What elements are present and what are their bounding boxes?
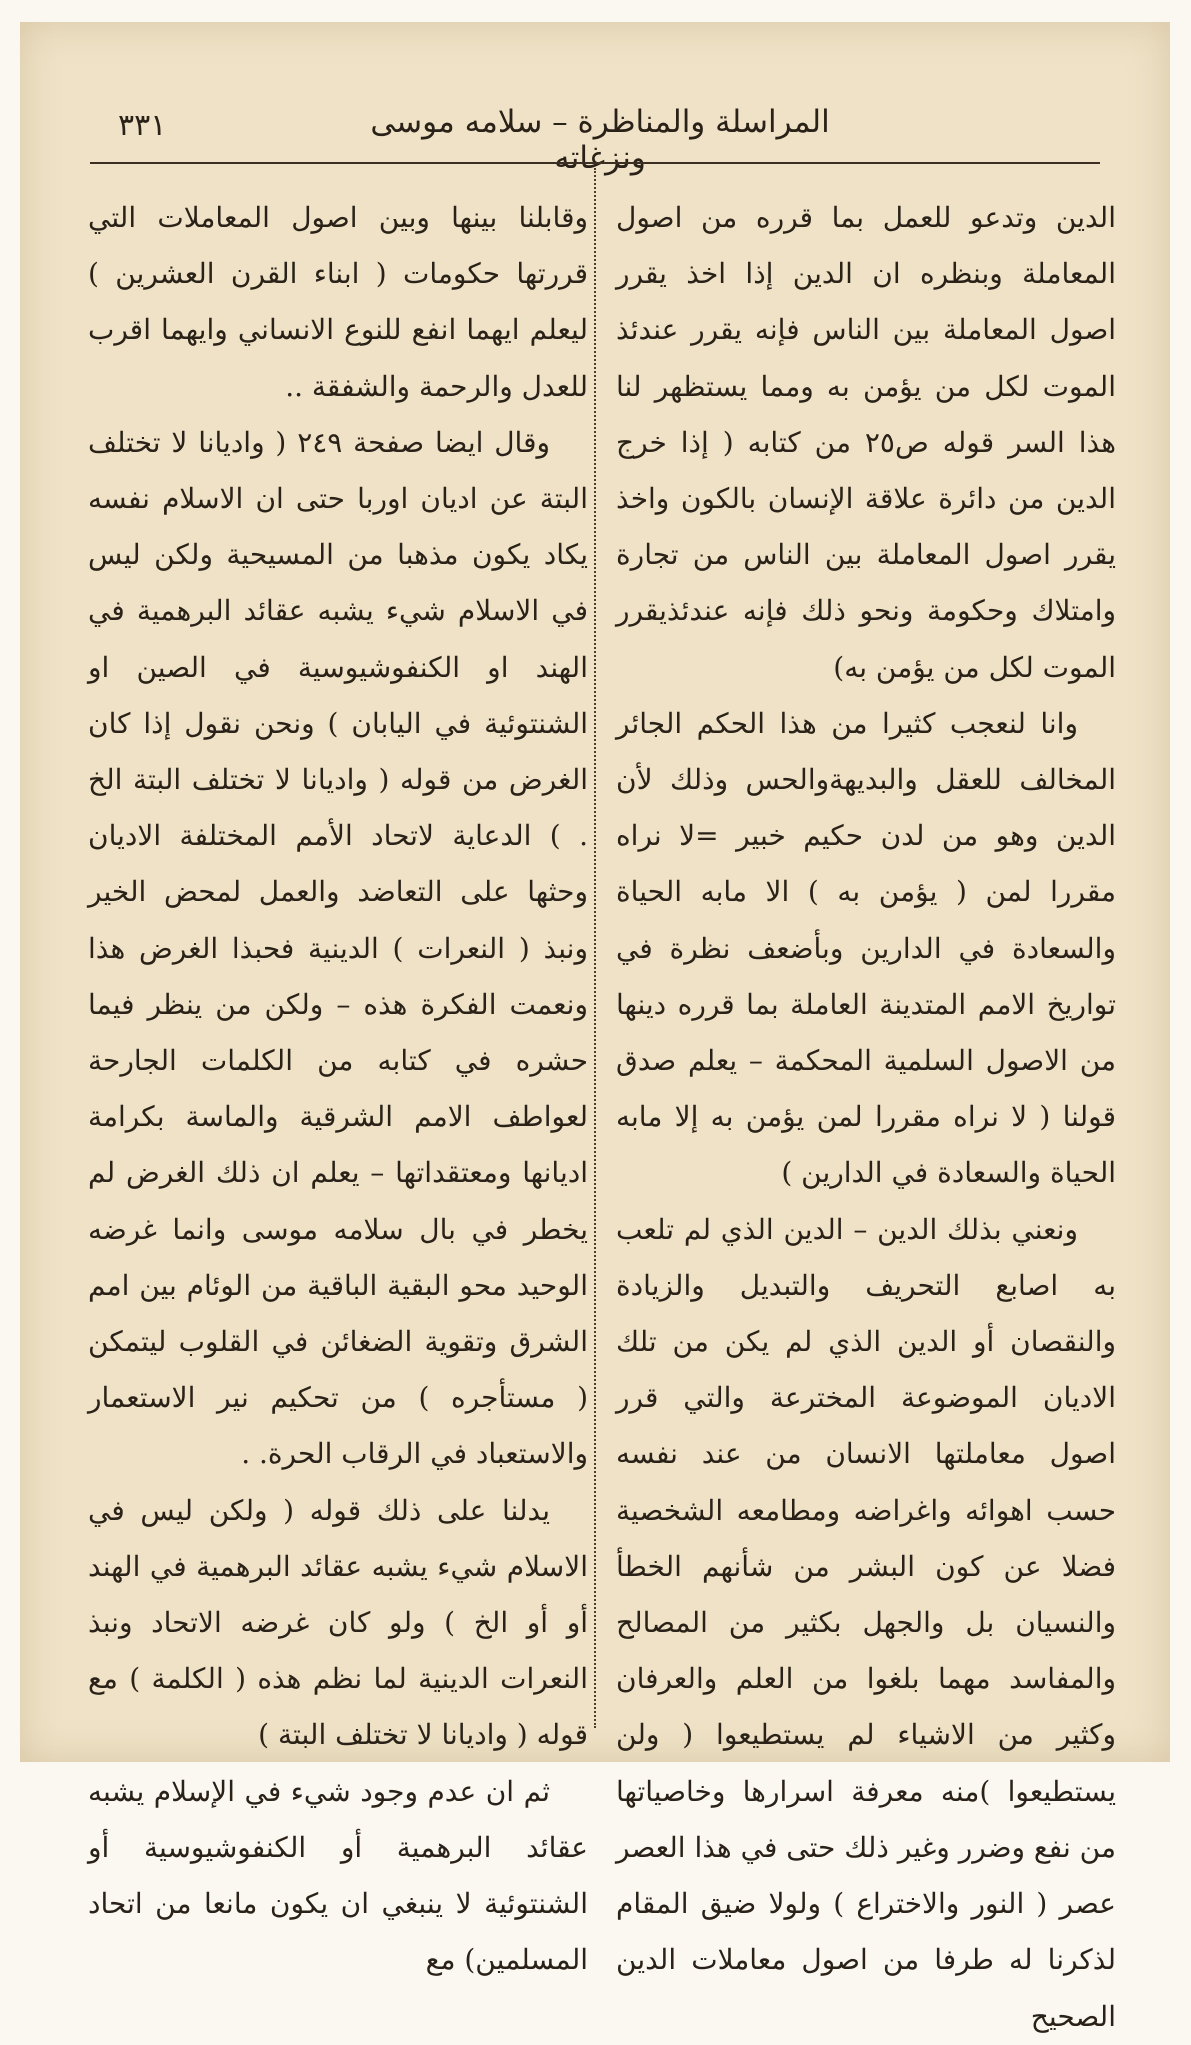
- right-column: [616, 190, 1116, 2045]
- book-page: [20, 22, 1170, 2033]
- paragraph: يدلنا على ذلك قوله ( ولكن ليس في الاسلام شيء يشبه عقائد البرهمية في الهند أو أو الخ ) ولو كان غرضه الاتحاد ونبذ النعرات الدينية لما نظم هذه ( الكلمة ) مع قوله ( واديانا لا تختلف البتة ): [88, 1493, 588, 1752]
- left-column: [88, 190, 588, 1989]
- column-divider: [594, 168, 596, 1728]
- header-rule: [90, 162, 1100, 164]
- page-number: ٣٣١: [118, 108, 167, 143]
- running-title: المراسلة والمناظرة – سلامه موسى ونزغاته: [370, 104, 830, 176]
- page-header: [20, 22, 1170, 176]
- paragraph: وانا لنعجب كثيرا من هذا الحكم الجائر المخالف للعقل والبديهةوالحس وذلك لأن الدين وهو من لدن حكيم خبير =لا نراه مقررا لمن ( يؤمن به ) الا مابه الحياة والسعادة في الدارين وبأضعف نظرة في تواريخ الامم المتدينة العاملة بما قرره دينها من الاصول السلمية المحكمة – يعلم صدق قولنا ( لا نراه مقررا لمن يؤمن به إلا مابه الحياة والسعادة في الدارين ): [616, 706, 1116, 1190]
- paragraph: ونعني بذلك الدين – الدين الذي لم تلعب به اصابع التحريف والتبديل والزيادة والنقصان أو الدين الذي لم يكن من تلك الاديان الموضوعة المخترعة والتي قرر اصول معاملتها الانسان من عند نفسه حسب اهوائه واغراضه ومطامعه الشخصية فضلا عن كون البشر من شأنهم الخطأ والنسيان بل والجهل بكثير من المصالح والمفاسد مهما بلغوا من العلم والعرفان وكثير من الاشياء لم يستطيعوا ( ولن يستطيعوا )منه معرفة اسرارها وخاصياتها من نفع وضرر وغير ذلك حتى في هذا العصر عصر ( النور والاختراع ) ولولا ضيق المقام لذكرنا له طرفا من اصول معاملات الدين الصحيح: [616, 1212, 1116, 2033]
- paragraph: وقال ايضا صفحة ٢٤٩ ( واديانا لا تختلف البتة عن اديان اوربا حتى ان الاسلام نفسه يكاد يكون مذهبا من المسيحية ولكن ليس في الاسلام شيء يشبه عقائد البرهمية في الهند او الكنفوشيوسية في الصين او الشنتوئية في اليابان ) ونحن نقول إذا كان الغرض من قوله ( واديانا لا تختلف البتة الخ . ) الدعاية لاتحاد الأمم المختلفة الاديان وحثها على التعاضد والعمل لمحض الخير ونبذ ( النعرات ) الدينية فحبذا الغرض هذا ونعمت الفكرة هذه – ولكن من ينظر فيما حشره في كتابه من الكلمات الجارحة لعواطف الامم الشرقية والماسة بكرامة اديانها ومعتقداتها – يعلم ان ذلك الغرض لم يخطر في بال سلامه موسى وانما غرضه الوحيد محو البقية الباقية من الوئام بين امم الشرق وتقوية الضغائن في القلوب ليتمكن ( مستأجره ) من تحكيم نير الاستعمار والاستعباد في الرقاب الحرة. .: [88, 425, 588, 1471]
- paragraph: ثم ان عدم وجود شيء في الإسلام يشبه عقائد البرهمية أو الكنفوشيوسية أو الشنتوئية لا ينبغي ان يكون مانعا من اتحاد المسلمين) مع: [88, 1774, 588, 1977]
- paragraph: وقابلنا بينها وبين اصول المعاملات التي قررتها حكومات ( ابناء القرن العشرين ) ليعلم ايهما انفع للنوع الانساني وايهما اقرب للعدل والرحمة والشفقة ..: [88, 201, 588, 403]
- paragraph: الدين وتدعو للعمل بما قرره من اصول المعاملة وبنظره ان الدين إذا اخذ يقرر اصول المعاملة بين الناس فإنه يقرر عندئذ الموت لكل من يؤمن به ومما يستظهر لنا هذا السر قوله ص٢٥ من كتابه ( إذا خرج الدين من دائرة علاقة الإنسان بالكون واخذ يقرر اصول المعاملة بين الناس من تجارة وامتلاك وحكومة ونحو ذلك فإنه عندئذيقرر الموت لكل من يؤمن به): [616, 201, 1116, 684]
